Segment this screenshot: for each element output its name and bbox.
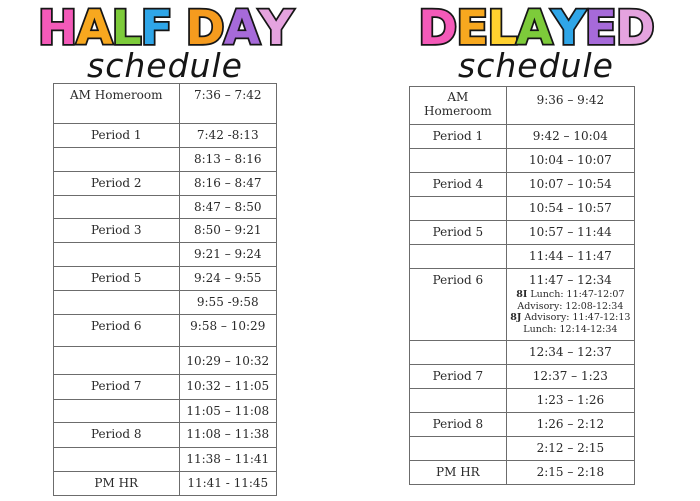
table-row (54, 375, 277, 400)
period-cell: AM Homeroom (54, 84, 180, 124)
period-cell: Period 2 (54, 172, 180, 196)
period-cell (410, 437, 507, 461)
title-letter: Y (259, 1, 293, 56)
period-cell: Period 7 (54, 375, 180, 400)
period-cell (410, 197, 507, 221)
note-line: Lunch: 11:47-12:07 (530, 289, 625, 300)
note-line: Lunch: 12:14-12:34 (523, 323, 618, 335)
delayed-schedule-table (409, 86, 635, 485)
table-row (54, 267, 277, 291)
period-cell: Period 5 (54, 267, 180, 291)
time-cell: 8:50 – 9:21 (179, 219, 276, 243)
time-cell: 11:05 – 11:08 (179, 400, 276, 423)
period-cell (54, 243, 180, 267)
time-cell: 8:47 – 8:50 (179, 196, 276, 219)
period-6-time-cell (506, 269, 634, 341)
table-row (54, 472, 277, 496)
period-cell (410, 341, 507, 365)
period-cell: AM Homeroom (410, 87, 507, 125)
time-cell: 2:15 – 2:18 (506, 461, 634, 485)
table-row (54, 219, 277, 243)
period-cell (410, 245, 507, 269)
table-row (54, 196, 277, 219)
table-row (54, 124, 277, 148)
period-cell (410, 149, 507, 173)
half-day-header (0, 0, 330, 85)
time-cell: 10:54 – 10:57 (506, 197, 634, 221)
time-cell: 11:38 – 11:41 (179, 448, 276, 472)
table-row (410, 125, 635, 149)
time-cell: 10:07 – 10:54 (506, 173, 634, 197)
time-cell: 9:42 – 10:04 (506, 125, 634, 149)
time-cell: 2:12 – 2:15 (506, 437, 634, 461)
table-row (54, 172, 277, 196)
period-cell (54, 291, 180, 315)
table-row (54, 291, 277, 315)
delayed-subtitle: schedule (458, 46, 614, 85)
period-cell: Period 7 (410, 365, 507, 389)
group-8j-label: 8J (510, 312, 522, 323)
title-letter: D (418, 1, 457, 56)
table-row (410, 341, 635, 365)
half-day-subtitle: schedule (87, 46, 243, 85)
time-cell: 9:21 – 9:24 (179, 243, 276, 267)
time-cell: 9:55 -9:58 (179, 291, 276, 315)
period-cell: Period 4 (410, 173, 507, 197)
table-row (410, 269, 635, 341)
title-letter: A (516, 1, 552, 56)
half-day-schedule-table (53, 83, 277, 496)
table-row (410, 197, 635, 221)
period-cell: Period 1 (410, 125, 507, 149)
table-row (410, 365, 635, 389)
period-cell: Period 6 (54, 315, 180, 347)
table-row (410, 221, 635, 245)
table-row (54, 423, 277, 448)
title-letter: L (487, 1, 517, 56)
time-cell: 10:04 – 10:07 (506, 149, 634, 173)
title-letter: E (584, 1, 616, 56)
time-cell: 12:37 – 1:23 (506, 365, 634, 389)
period-cell (54, 400, 180, 423)
title-letter: L (111, 1, 141, 56)
table-row (54, 448, 277, 472)
title-letter: H (37, 1, 77, 56)
period-cell: Period 5 (410, 221, 507, 245)
time-cell: 1:23 – 1:26 (506, 389, 634, 413)
time-cell: 11:41 - 11:45 (179, 472, 276, 496)
group-8i-label: 8I (516, 289, 528, 300)
note-line: Advisory: 12:08-12:34 (517, 300, 624, 312)
table-row (410, 149, 635, 173)
table-row (410, 389, 635, 413)
period-cell: Period 6 (410, 269, 507, 341)
table-row (410, 437, 635, 461)
time-cell: 7:42 -8:13 (179, 124, 276, 148)
title-letter: A (223, 1, 260, 56)
time-cell: 9:58 – 10:29 (179, 315, 276, 347)
title-letter: D (615, 1, 654, 56)
time-cell: 11:08 – 11:38 (179, 423, 276, 448)
period-cell: Period 3 (54, 219, 180, 243)
period-cell: Period 8 (410, 413, 507, 437)
time-cell: 7:36 – 7:42 (179, 84, 276, 124)
period-cell (410, 389, 507, 413)
period-cell (54, 347, 180, 375)
time-cell: 8:13 – 8:16 (179, 148, 276, 172)
time-cell: 10:29 – 10:32 (179, 347, 276, 375)
table-row (54, 347, 277, 375)
title-letter: Y (551, 1, 585, 56)
delayed-header (372, 0, 700, 85)
time-cell: 10:32 – 11:05 (179, 375, 276, 400)
table-row (54, 84, 277, 124)
period-cell (54, 448, 180, 472)
period-cell: Period 1 (54, 124, 180, 148)
table-row (54, 148, 277, 172)
time-cell: 8:16 – 8:47 (179, 172, 276, 196)
note-line: Advisory: 11:47-12:13 (524, 312, 631, 323)
table-row (54, 243, 277, 267)
title-letter: A (76, 1, 112, 56)
title-letter: F (140, 1, 172, 56)
time-cell: 11:44 – 11:47 (506, 245, 634, 269)
period-cell (54, 148, 180, 172)
table-row (410, 173, 635, 197)
time-text: 11:47 – 12:34 (528, 273, 612, 287)
time-cell: 9:36 – 9:42 (506, 87, 634, 125)
period-cell (54, 196, 180, 219)
period-cell: PM HR (54, 472, 180, 496)
table-row (410, 245, 635, 269)
table-row (410, 461, 635, 485)
time-cell: 9:24 – 9:55 (179, 267, 276, 291)
period-cell: Period 8 (54, 423, 180, 448)
period-cell: PM HR (410, 461, 507, 485)
time-cell: 1:26 – 2:12 (506, 413, 634, 437)
table-row (54, 400, 277, 423)
table-row (410, 87, 635, 125)
title-letter: D (185, 1, 224, 56)
time-cell: 12:34 – 12:37 (506, 341, 634, 365)
table-row (410, 413, 635, 437)
time-cell: 10:57 – 11:44 (506, 221, 634, 245)
title-letter: E (456, 1, 488, 56)
lunch-advisory-notes (509, 289, 632, 335)
table-row (54, 315, 277, 347)
